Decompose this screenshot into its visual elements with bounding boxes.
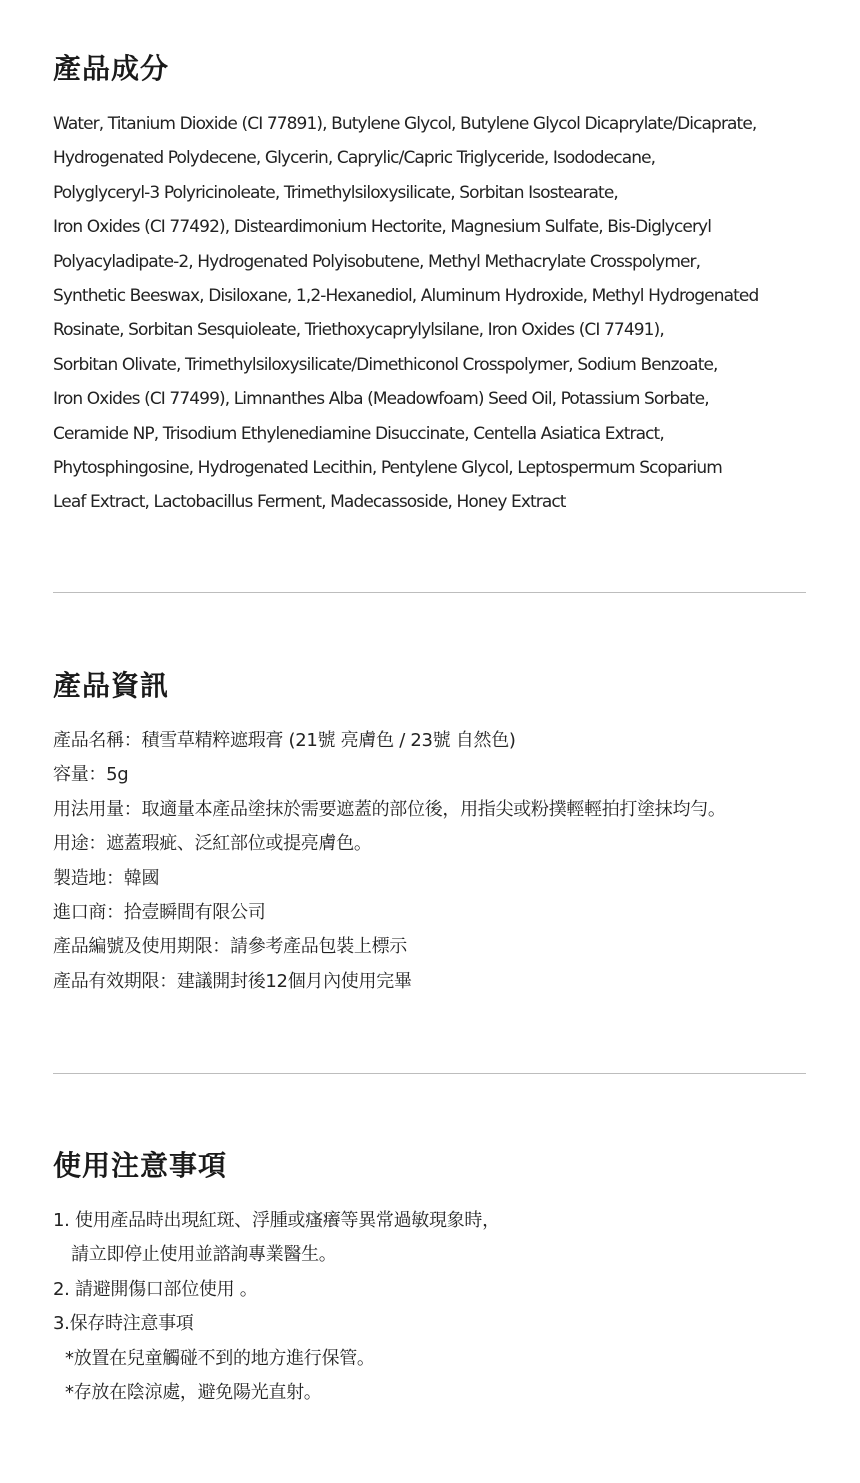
ingredients-text [53, 107, 823, 520]
ingredients-line: Leaf Extract, Lactobacillus Ferment, Madecassoside, Honey Extract [53, 492, 566, 513]
ingredients-line: Hydrogenated Polydecene, Glycerin, Caprylic/Capric Triglyceride, Isododecane, [53, 148, 656, 169]
product-shelf-life: 產品有效期限：建議開封後12個月內使用完畢 [53, 970, 412, 992]
ingredients-line: Polyacyladipate-2, Hydrogenated Polyisobutene, Methyl Methacrylate Crosspolymer, [53, 251, 701, 272]
product-volume: 容量：5g [53, 764, 129, 786]
ingredients-line: Iron Oxides (CI 77492), Disteardimonium Hectorite, Magnesium Sulfate, Bis-Diglyceryl [53, 217, 712, 238]
ingredients-line: Water, Titanium Dioxide (CI 77891), Butylene Glycol, Butylene Glycol Dicaprylate/Dicaprate, [53, 114, 757, 134]
caution-item: 3.保存時注意事項 [53, 1313, 194, 1335]
ingredients-line: Phytosphingosine, Hydrogenated Lecithin, Pentylene Glycol, Leptospermum Scoparium [53, 458, 722, 479]
caution-item: 2. 請避開傷口部位使用 。 [53, 1278, 258, 1300]
product-info-list [53, 724, 726, 999]
product-name: 產品名稱：積雪草精粹遮瑕膏 (21號 亮膚色 / 23號 自然色) [53, 730, 516, 751]
ingredients-title: 產品成分 [53, 52, 170, 85]
caution-item: *存放在陰涼處，避免陽光直射。 [65, 1382, 322, 1404]
caution-item: 1. 使用產品時出現紅斑、浮腫或瘙癢等異常過敏現象時， [53, 1210, 500, 1231]
product-origin: 製造地：韓國 [53, 867, 160, 889]
product-usage: 用法用量：取適量本產品塗抹於需要遮蓋的部位後，用指尖或粉撲輕輕拍打塗抹均勻。 [53, 798, 726, 820]
product-importer: 進口商：拾壹瞬間有限公司 [53, 902, 266, 924]
cautions-list [53, 1204, 500, 1410]
section-divider [53, 1073, 806, 1074]
ingredients-line: Rosinate, Sorbitan Sesquioleate, Triethoxycaprylylsilane, Iron Oxides (CI 77491), [53, 320, 664, 341]
caution-item: 請立即停止使用並諮詢專業醫生。 [71, 1244, 337, 1266]
ingredients-line: Synthetic Beeswax, Disiloxane, 1,2-Hexanediol, Aluminum Hydroxide, Methyl Hydrogenated [53, 286, 759, 307]
caution-item: *放置在兒童觸碰不到的地方進行保管。 [65, 1347, 375, 1369]
cautions-title: 使用注意事項 [53, 1149, 228, 1182]
product-purpose: 用途：遮蓋瑕疵、泛紅部位或提亮膚色。 [53, 833, 372, 855]
ingredients-line: Iron Oxides (CI 77499), Limnanthes Alba (Meadowfoam) Seed Oil, Potassium Sorbate, [53, 389, 709, 410]
ingredients-line: Polyglyceryl-3 Polyricinoleate, Trimethylsiloxysilicate, Sorbitan Isostearate, [53, 182, 618, 203]
product-batch-expiry: 產品編號及使用期限：請參考產品包裝上標示 [53, 936, 407, 958]
ingredients-line: Ceramide NP, Trisodium Ethylenediamine Disuccinate, Centella Asiatica Extract, [53, 423, 664, 444]
section-divider [53, 592, 806, 593]
product-info-title: 產品資訊 [53, 669, 170, 702]
ingredients-line: Sorbitan Olivate, Trimethylsiloxysilicate/Dimethiconol Crosspolymer, Sodium Benzoate, [53, 354, 718, 375]
